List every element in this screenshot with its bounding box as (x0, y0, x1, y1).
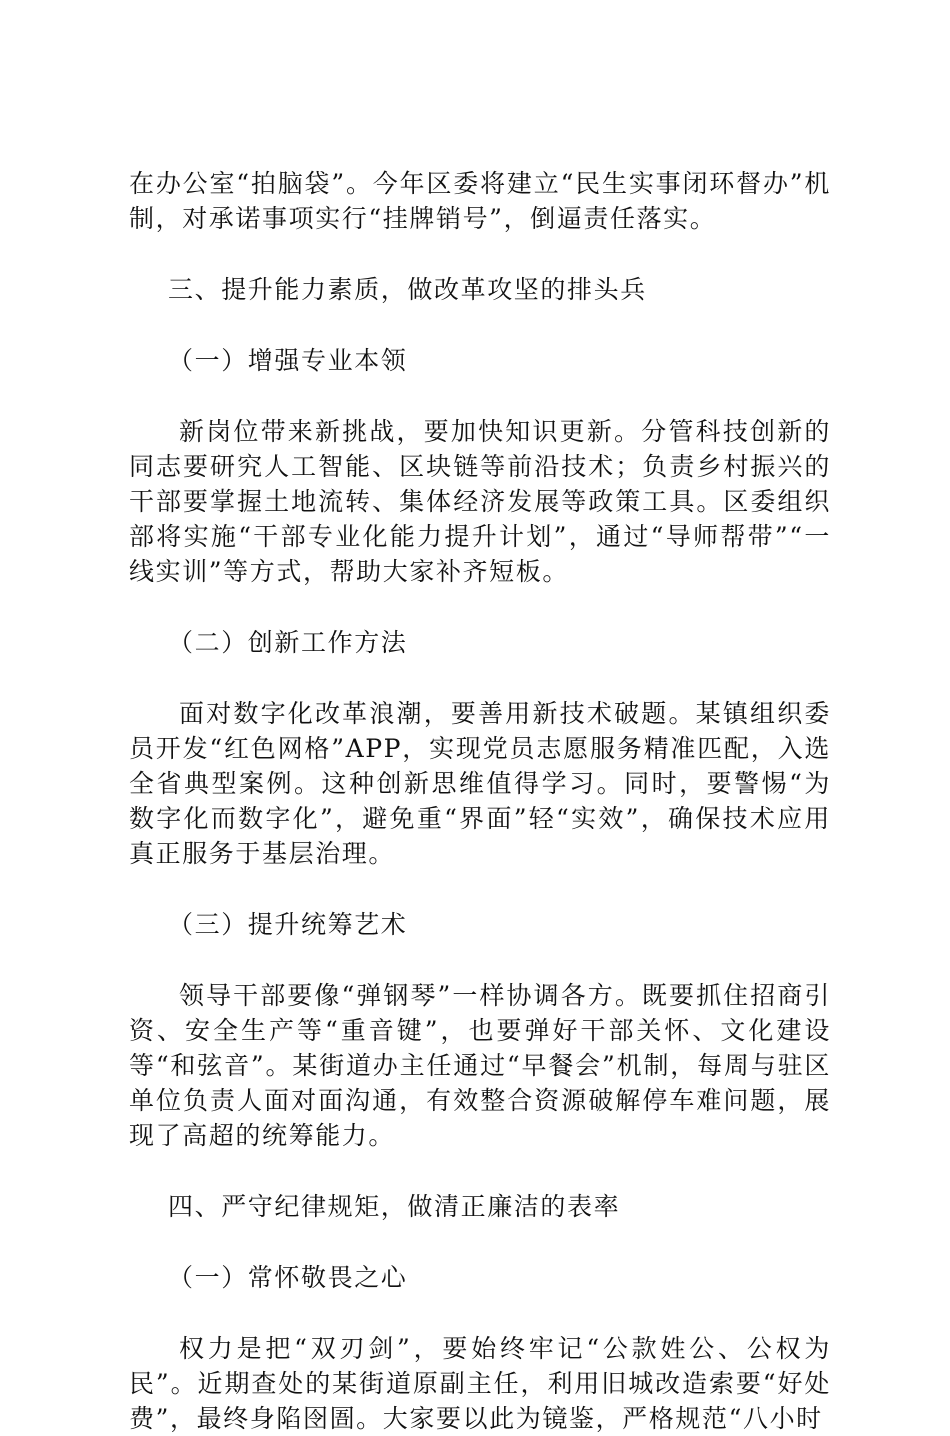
paragraph-continuation: 在办公室“拍脑袋”。今年区委将建立“民生实事闭环督办”机制，对承诺事项实行“挂牌销号”，倒逼责任落实。 (129, 169, 831, 233)
paragraph-3-3: 领导干部要像“弹钢琴”一样协调各方。既要抓住招商引资、安全生产等“重音键”，也要弹好干部关怀、文化建设等“和弦音”。某街道办主任通过“早餐会”机制，每周与驻区单位负责人面对面沟通，有效整合资源破解停车难问题，展现了高超的统筹能力。 (129, 981, 831, 1150)
paragraph-gap (129, 1224, 831, 1260)
paragraph-gap (129, 589, 831, 625)
subheading-3-1: （一）增强专业本领 (168, 346, 408, 375)
subheading-3-3: （三）提升统筹艺术 (168, 910, 408, 939)
paragraph-4-1: 权力是把“双刃剑”，要始终牢记“公款姓公、公权为民”。近期查处的某街道原副主任，利用旧城改造索要“好处费”，最终身陷囹圄。大家要以此为镜鉴，严格规范“八小时 (129, 1334, 831, 1433)
paragraph-gap (129, 660, 831, 696)
paragraph-gap (129, 942, 831, 978)
paragraph-gap (129, 871, 831, 907)
section-heading-4: 四、严守纪律规矩，做清正廉洁的表率 (168, 1192, 621, 1221)
subheading-3-2: （二）创新工作方法 (168, 628, 408, 657)
subheading-4-1: （一）常怀敬畏之心 (168, 1263, 408, 1292)
paragraph-gap (129, 1153, 831, 1189)
section-heading-3: 三、提升能力素质，做改革攻坚的排头兵 (168, 275, 647, 304)
paragraph-3-2: 面对数字化改革浪潮，要善用新技术破题。某镇组织委员开发“红色网格”APP，实现党员志愿服务精准匹配，入选全省典型案例。这种创新思维值得学习。同时，要警惕“为数字化而数字化”，避免重“界面”轻“实效”，确保技术应用真正服务于基层治理。 (129, 699, 831, 868)
paragraph-gap (129, 307, 831, 343)
document-body (129, 166, 831, 1436)
paragraph-gap (129, 236, 831, 272)
paragraph-gap (129, 1295, 831, 1331)
paragraph-3-1: 新岗位带来新挑战，要加快知识更新。分管科技创新的同志要研究人工智能、区块链等前沿技术；负责乡村振兴的干部要掌握土地流转、集体经济发展等政策工具。区委组织部将实施“干部专业化能力提升计划”，通过“导师帮带”“一线实训”等方式，帮助大家补齐短板。 (129, 417, 831, 586)
paragraph-gap (129, 378, 831, 414)
